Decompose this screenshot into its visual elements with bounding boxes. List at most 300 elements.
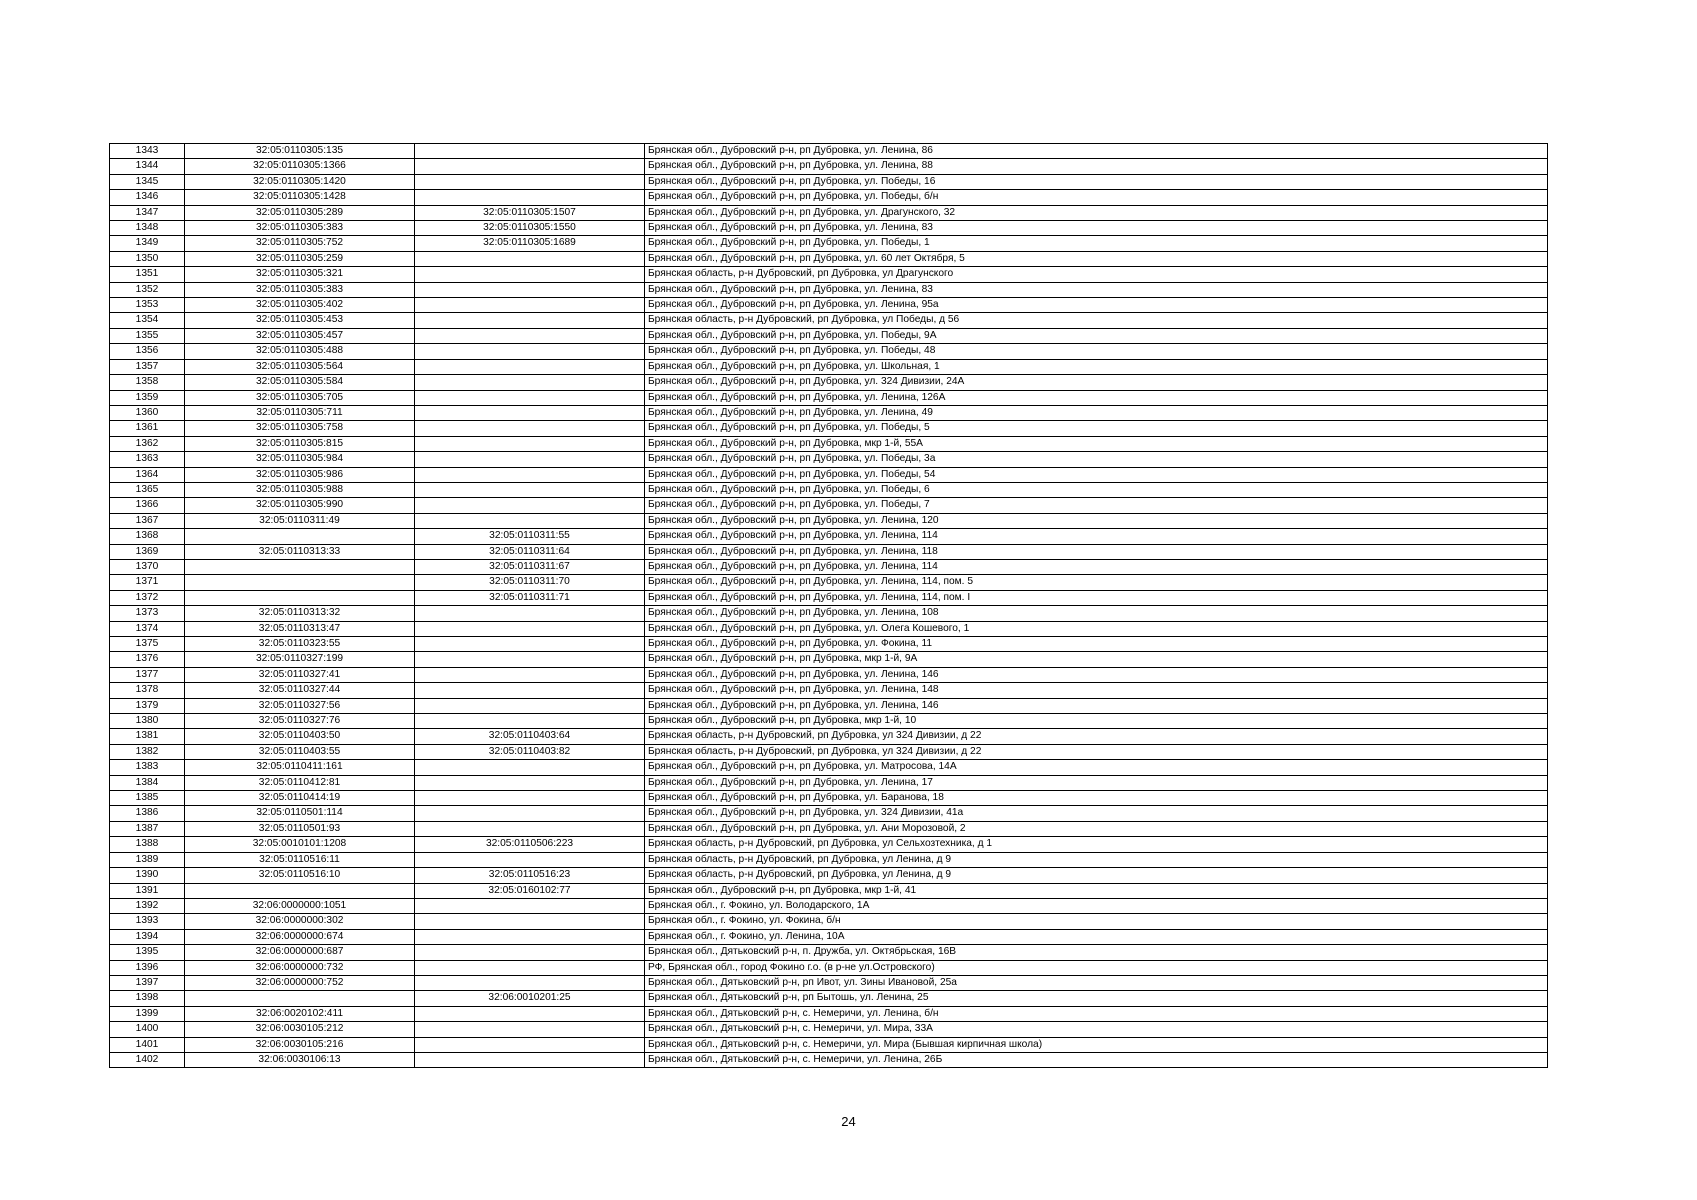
cadastral-number-cell: 32:05:0110305:990 (185, 498, 415, 513)
cadastral-number-cell: 32:05:0110501:114 (185, 806, 415, 821)
cadastral-number-cell: 32:05:0110305:984 (185, 452, 415, 467)
cadastral-number-cell: 32:05:0110305:135 (185, 144, 415, 159)
related-cadastral-number-cell (415, 159, 645, 174)
related-cadastral-number-cell (415, 328, 645, 343)
related-cadastral-number-cell (415, 898, 645, 913)
row-number-cell: 1358 (110, 375, 185, 390)
related-cadastral-number-cell (415, 1022, 645, 1037)
related-cadastral-number-cell (415, 945, 645, 960)
cadastral-number-cell: 32:05:0110305:321 (185, 267, 415, 282)
row-number-cell: 1346 (110, 190, 185, 205)
table-row (110, 1037, 1548, 1052)
address-cell: Брянская обл., Дубровский р-н, рп Дубровка, ул. Ленина, 114, пом. 5 (645, 575, 1548, 590)
row-number-cell: 1387 (110, 821, 185, 836)
row-number-cell: 1355 (110, 328, 185, 343)
cadastral-number-cell (185, 991, 415, 1006)
cadastral-number-cell: 32:05:0110305:1428 (185, 190, 415, 205)
related-cadastral-number-cell: 32:05:0110311:71 (415, 590, 645, 605)
address-cell: Брянская обл., Дубровский р-н, рп Дубровка, ул. Ленина, 146 (645, 667, 1548, 682)
address-cell: Брянская обл., Дубровский р-н, рп Дубровка, ул. Ленина, 17 (645, 775, 1548, 790)
row-number-cell: 1382 (110, 744, 185, 759)
address-cell: Брянская обл., Дубровский р-н, рп Дубровка, ул. Ленина, 146 (645, 698, 1548, 713)
table-row (110, 282, 1548, 297)
row-number-cell: 1377 (110, 667, 185, 682)
related-cadastral-number-cell (415, 359, 645, 374)
related-cadastral-number-cell: 32:05:0110305:1550 (415, 221, 645, 236)
cadastral-number-cell (185, 559, 415, 574)
address-cell: Брянская обл., Дубровский р-н, рп Дубровка, ул. Победы, 54 (645, 467, 1548, 482)
cadastral-number-cell: 32:05:0110327:41 (185, 667, 415, 682)
cadastral-number-cell: 32:05:0110414:19 (185, 791, 415, 806)
table-row (110, 251, 1548, 266)
address-cell: Брянская обл., Дубровский р-н, рп Дубровка, ул. Ленина, 114 (645, 529, 1548, 544)
related-cadastral-number-cell (415, 390, 645, 405)
row-number-cell: 1370 (110, 559, 185, 574)
address-cell: Брянская область, р-н Дубровский, рп Дубровка, ул 324 Дивизии, д 22 (645, 744, 1548, 759)
cadastral-number-cell: 32:05:0110313:47 (185, 621, 415, 636)
cadastral-number-cell (185, 590, 415, 605)
address-cell: Брянская обл., Дубровский р-н, рп Дубровка, мкр 1-й, 41 (645, 883, 1548, 898)
table-row (110, 421, 1548, 436)
address-cell: Брянская обл., Дубровский р-н, рп Дубровка, ул. Ленина, 49 (645, 405, 1548, 420)
table-row (110, 559, 1548, 574)
related-cadastral-number-cell (415, 452, 645, 467)
address-cell: Брянская обл., Дубровский р-н, рп Дубровка, ул. 324 Дивизии, 41а (645, 806, 1548, 821)
cadastral-number-cell: 32:05:0110311:49 (185, 513, 415, 528)
row-number-cell: 1396 (110, 960, 185, 975)
row-number-cell: 1388 (110, 837, 185, 852)
table-row (110, 144, 1548, 159)
address-cell: Брянская обл., Дубровский р-н, рп Дубровка, ул. Победы, 3а (645, 452, 1548, 467)
row-number-cell: 1373 (110, 606, 185, 621)
row-number-cell: 1389 (110, 852, 185, 867)
table-row (110, 344, 1548, 359)
related-cadastral-number-cell: 32:05:0110506:223 (415, 837, 645, 852)
row-number-cell: 1349 (110, 236, 185, 251)
cadastral-number-cell: 32:05:0110327:76 (185, 714, 415, 729)
table-row (110, 498, 1548, 513)
table-row (110, 945, 1548, 960)
related-cadastral-number-cell (415, 698, 645, 713)
table-row (110, 1022, 1548, 1037)
related-cadastral-number-cell (415, 1052, 645, 1067)
related-cadastral-number-cell (415, 683, 645, 698)
address-cell: Брянская область, р-н Дубровский, рп Дубровка, ул Ленина, д 9 (645, 868, 1548, 883)
cadastral-number-cell: 32:05:0110305:815 (185, 436, 415, 451)
related-cadastral-number-cell (415, 791, 645, 806)
related-cadastral-number-cell (415, 1006, 645, 1021)
row-number-cell: 1401 (110, 1037, 185, 1052)
related-cadastral-number-cell (415, 513, 645, 528)
table-row (110, 883, 1548, 898)
cadastral-number-cell: 32:05:0110313:32 (185, 606, 415, 621)
address-cell: Брянская обл., Дубровский р-н, рп Дубровка, мкр 1-й, 55А (645, 436, 1548, 451)
table-row (110, 575, 1548, 590)
table-row (110, 375, 1548, 390)
table-row (110, 683, 1548, 698)
address-cell: Брянская обл., Дубровский р-н, рп Дубровка, ул. Фокина, 11 (645, 637, 1548, 652)
row-number-cell: 1360 (110, 405, 185, 420)
cadastral-number-cell: 32:05:0110305:988 (185, 482, 415, 497)
row-number-cell: 1381 (110, 729, 185, 744)
address-cell: Брянская область, р-н Дубровский, рп Дубровка, ул Ленина, д 9 (645, 852, 1548, 867)
row-number-cell: 1384 (110, 775, 185, 790)
row-number-cell: 1390 (110, 868, 185, 883)
related-cadastral-number-cell (415, 852, 645, 867)
related-cadastral-number-cell (415, 190, 645, 205)
row-number-cell: 1383 (110, 760, 185, 775)
address-cell: Брянская обл., Дятьковский р-н, с. Немеричи, ул. Мира (Бывшая кирпичная школа) (645, 1037, 1548, 1052)
row-number-cell: 1397 (110, 975, 185, 990)
table-row (110, 544, 1548, 559)
table-row (110, 775, 1548, 790)
row-number-cell: 1391 (110, 883, 185, 898)
row-number-cell: 1398 (110, 991, 185, 1006)
cadastral-number-cell: 32:05:0110403:55 (185, 744, 415, 759)
table-row (110, 1006, 1548, 1021)
cadastral-number-cell: 32:05:0110305:758 (185, 421, 415, 436)
address-cell: Брянская обл., Дубровский р-н, рп Дубровка, ул. Победы, 1 (645, 236, 1548, 251)
cadastral-number-cell (185, 575, 415, 590)
row-number-cell: 1361 (110, 421, 185, 436)
row-number-cell: 1344 (110, 159, 185, 174)
cadastral-number-cell: 32:05:0110411:161 (185, 760, 415, 775)
cadastral-number-cell: 32:05:0110323:55 (185, 637, 415, 652)
related-cadastral-number-cell (415, 1037, 645, 1052)
address-cell: Брянская обл., Дубровский р-н, рп Дубровка, ул. Ленина, 95а (645, 298, 1548, 313)
cadastral-number-cell: 32:06:0030105:216 (185, 1037, 415, 1052)
row-number-cell: 1359 (110, 390, 185, 405)
cadastral-number-cell: 32:05:0110305:289 (185, 205, 415, 220)
row-number-cell: 1400 (110, 1022, 185, 1037)
table-row (110, 313, 1548, 328)
cadastral-number-cell (185, 883, 415, 898)
address-cell: Брянская обл., Дятьковский р-н, рп Бытошь, ул. Ленина, 25 (645, 991, 1548, 1006)
table-row (110, 667, 1548, 682)
address-cell: Брянская обл., г. Фокино, ул. Фокина, б/н (645, 914, 1548, 929)
cadastral-number-cell: 32:06:0020102:411 (185, 1006, 415, 1021)
cadastral-number-cell: 32:05:0110327:44 (185, 683, 415, 698)
row-number-cell: 1351 (110, 267, 185, 282)
table-row (110, 1052, 1548, 1067)
row-number-cell: 1362 (110, 436, 185, 451)
table-row (110, 791, 1548, 806)
cadastral-number-cell: 32:05:0110305:383 (185, 221, 415, 236)
address-cell: Брянская обл., Дятьковский р-н, рп Ивот, ул. Зины Ивановой, 25а (645, 975, 1548, 990)
cadastral-number-cell: 32:05:0110305:1366 (185, 159, 415, 174)
related-cadastral-number-cell (415, 621, 645, 636)
related-cadastral-number-cell (415, 436, 645, 451)
related-cadastral-number-cell: 32:05:0110311:67 (415, 559, 645, 574)
cadastral-number-cell (185, 529, 415, 544)
cadastral-number-cell: 32:05:0110305:488 (185, 344, 415, 359)
row-number-cell: 1350 (110, 251, 185, 266)
table-row (110, 359, 1548, 374)
table-row (110, 621, 1548, 636)
cadastral-number-cell: 32:06:0030106:13 (185, 1052, 415, 1067)
cadastral-number-cell: 32:05:0110305:705 (185, 390, 415, 405)
row-number-cell: 1378 (110, 683, 185, 698)
related-cadastral-number-cell (415, 405, 645, 420)
address-cell: Брянская обл., Дубровский р-н, рп Дубровка, ул. Ленина, 88 (645, 159, 1548, 174)
row-number-cell: 1343 (110, 144, 185, 159)
table-row (110, 729, 1548, 744)
row-number-cell: 1395 (110, 945, 185, 960)
row-number-cell: 1371 (110, 575, 185, 590)
cadastral-number-cell: 32:05:0110305:402 (185, 298, 415, 313)
table-row (110, 513, 1548, 528)
address-cell: Брянская обл., г. Фокино, ул. Володарского, 1А (645, 898, 1548, 913)
cadastral-number-cell: 32:05:0110516:11 (185, 852, 415, 867)
address-cell: Брянская область, р-н Дубровский, рп Дубровка, ул Драгунского (645, 267, 1548, 282)
cadastral-number-cell: 32:05:0110305:752 (185, 236, 415, 251)
related-cadastral-number-cell (415, 267, 645, 282)
cadastral-number-cell: 32:05:0110516:10 (185, 868, 415, 883)
address-cell: Брянская обл., г. Фокино, ул. Ленина, 10А (645, 929, 1548, 944)
table-row (110, 929, 1548, 944)
related-cadastral-number-cell (415, 482, 645, 497)
table-row (110, 714, 1548, 729)
address-cell: Брянская обл., Дубровский р-н, рп Дубровка, ул. Ленина, 120 (645, 513, 1548, 528)
row-number-cell: 1386 (110, 806, 185, 821)
address-cell: Брянская обл., Дубровский р-н, рп Дубровка, ул. Победы, 16 (645, 174, 1548, 189)
row-number-cell: 1376 (110, 652, 185, 667)
cadastral-number-cell: 32:05:0110305:457 (185, 328, 415, 343)
related-cadastral-number-cell (415, 606, 645, 621)
table-row (110, 236, 1548, 251)
table-body (110, 144, 1548, 1068)
related-cadastral-number-cell (415, 344, 645, 359)
row-number-cell: 1392 (110, 898, 185, 913)
related-cadastral-number-cell (415, 960, 645, 975)
address-cell: Брянская обл., Дятьковский р-н, п. Дружба, ул. Октябрьская, 16В (645, 945, 1548, 960)
address-cell: Брянская обл., Дубровский р-н, рп Дубровка, ул. Ленина, 118 (645, 544, 1548, 559)
address-cell: РФ, Брянская обл., город Фокино г.о. (в р-не ул.Островского) (645, 960, 1548, 975)
related-cadastral-number-cell: 32:05:0110311:70 (415, 575, 645, 590)
row-number-cell: 1380 (110, 714, 185, 729)
cadastral-number-cell: 32:06:0030105:212 (185, 1022, 415, 1037)
cadastral-number-cell: 32:05:0110313:33 (185, 544, 415, 559)
related-cadastral-number-cell: 32:05:0110305:1689 (415, 236, 645, 251)
table-row (110, 390, 1548, 405)
table-row (110, 868, 1548, 883)
related-cadastral-number-cell: 32:05:0110305:1507 (415, 205, 645, 220)
cadastral-number-cell: 32:05:0110305:259 (185, 251, 415, 266)
address-cell: Брянская обл., Дятьковский р-н, с. Немеричи, ул. Ленина, б/н (645, 1006, 1548, 1021)
row-number-cell: 1368 (110, 529, 185, 544)
table-row (110, 975, 1548, 990)
related-cadastral-number-cell (415, 467, 645, 482)
row-number-cell: 1356 (110, 344, 185, 359)
row-number-cell: 1363 (110, 452, 185, 467)
cadastral-number-cell: 32:05:0110327:56 (185, 698, 415, 713)
cadastral-number-cell: 32:06:0000000:752 (185, 975, 415, 990)
cadastral-number-cell: 32:05:0110305:453 (185, 313, 415, 328)
table-row (110, 606, 1548, 621)
page-number: 24 (841, 1114, 856, 1129)
related-cadastral-number-cell (415, 667, 645, 682)
table-row (110, 174, 1548, 189)
row-number-cell: 1367 (110, 513, 185, 528)
cadastral-number-cell: 32:06:0000000:1051 (185, 898, 415, 913)
address-cell: Брянская обл., Дубровский р-н, рп Дубровка, мкр 1-й, 10 (645, 714, 1548, 729)
table-row (110, 405, 1548, 420)
address-cell: Брянская обл., Дубровский р-н, рп Дубровка, ул. Победы, б/н (645, 190, 1548, 205)
cadastral-number-cell: 32:05:0010101:1208 (185, 837, 415, 852)
related-cadastral-number-cell (415, 775, 645, 790)
row-number-cell: 1372 (110, 590, 185, 605)
cadastral-number-cell: 32:06:0000000:302 (185, 914, 415, 929)
address-cell: Брянская обл., Дубровский р-н, рп Дубровка, ул. Драгунского, 32 (645, 205, 1548, 220)
table-row (110, 698, 1548, 713)
related-cadastral-number-cell (415, 652, 645, 667)
address-cell: Брянская обл., Дубровский р-н, рп Дубровка, ул. Победы, 5 (645, 421, 1548, 436)
related-cadastral-number-cell (415, 174, 645, 189)
related-cadastral-number-cell: 32:05:0110311:55 (415, 529, 645, 544)
address-cell: Брянская область, р-н Дубровский, рп Дубровка, ул Сельхозтехника, д 1 (645, 837, 1548, 852)
address-cell: Брянская обл., Дубровский р-н, рп Дубровка, ул. 60 лет Октября, 5 (645, 251, 1548, 266)
address-cell: Брянская обл., Дубровский р-н, рп Дубровка, ул. Ленина, 83 (645, 282, 1548, 297)
cadastral-number-cell: 32:05:0110305:564 (185, 359, 415, 374)
related-cadastral-number-cell (415, 144, 645, 159)
table-row (110, 529, 1548, 544)
row-number-cell: 1352 (110, 282, 185, 297)
row-number-cell: 1399 (110, 1006, 185, 1021)
address-cell: Брянская обл., Дубровский р-н, рп Дубровка, ул. Ленина, 114, пом. I (645, 590, 1548, 605)
address-cell: Брянская обл., Дубровский р-н, рп Дубровка, ул. Ленина, 126А (645, 390, 1548, 405)
row-number-cell: 1347 (110, 205, 185, 220)
table-row (110, 637, 1548, 652)
address-cell: Брянская обл., Дубровский р-н, рп Дубровка, ул. Победы, 9А (645, 328, 1548, 343)
row-number-cell: 1364 (110, 467, 185, 482)
cadastral-number-cell: 32:05:0110412:81 (185, 775, 415, 790)
address-cell: Брянская обл., Дубровский р-н, рп Дубровка, мкр 1-й, 9А (645, 652, 1548, 667)
table-row (110, 205, 1548, 220)
cadastral-number-cell: 32:05:0110305:1420 (185, 174, 415, 189)
row-number-cell: 1353 (110, 298, 185, 313)
table-row (110, 837, 1548, 852)
row-number-cell: 1402 (110, 1052, 185, 1067)
row-number-cell: 1345 (110, 174, 185, 189)
table-row (110, 852, 1548, 867)
table-row (110, 960, 1548, 975)
cadastral-number-cell: 32:05:0110327:199 (185, 652, 415, 667)
related-cadastral-number-cell (415, 375, 645, 390)
table-row (110, 221, 1548, 236)
property-table (109, 143, 1548, 1068)
related-cadastral-number-cell: 32:05:0110311:64 (415, 544, 645, 559)
related-cadastral-number-cell (415, 714, 645, 729)
related-cadastral-number-cell: 32:05:0160102:77 (415, 883, 645, 898)
related-cadastral-number-cell (415, 251, 645, 266)
cadastral-number-cell: 32:05:0110305:584 (185, 375, 415, 390)
cadastral-number-cell: 32:06:0000000:732 (185, 960, 415, 975)
related-cadastral-number-cell (415, 929, 645, 944)
table-row (110, 914, 1548, 929)
table-row (110, 298, 1548, 313)
cadastral-number-cell: 32:06:0000000:687 (185, 945, 415, 960)
table-row (110, 467, 1548, 482)
row-number-cell: 1348 (110, 221, 185, 236)
address-cell: Брянская обл., Дубровский р-н, рп Дубровка, ул. 324 Дивизии, 24А (645, 375, 1548, 390)
address-cell: Брянская обл., Дятьковский р-н, с. Немеричи, ул. Мира, 33А (645, 1022, 1548, 1037)
row-number-cell: 1393 (110, 914, 185, 929)
address-cell: Брянская область, р-н Дубровский, рп Дубровка, ул 324 Дивизии, д 22 (645, 729, 1548, 744)
row-number-cell: 1374 (110, 621, 185, 636)
address-cell: Брянская обл., Дубровский р-н, рп Дубровка, ул. Победы, 7 (645, 498, 1548, 513)
related-cadastral-number-cell (415, 421, 645, 436)
table-row (110, 159, 1548, 174)
cadastral-number-cell: 32:06:0000000:674 (185, 929, 415, 944)
table-row (110, 744, 1548, 759)
address-cell: Брянская обл., Дубровский р-н, рп Дубровка, ул. Победы, 6 (645, 482, 1548, 497)
row-number-cell: 1385 (110, 791, 185, 806)
table-row (110, 991, 1548, 1006)
row-number-cell: 1357 (110, 359, 185, 374)
related-cadastral-number-cell: 32:05:0110516:23 (415, 868, 645, 883)
table-row (110, 760, 1548, 775)
table-row (110, 452, 1548, 467)
table-row (110, 190, 1548, 205)
row-number-cell: 1379 (110, 698, 185, 713)
row-number-cell: 1365 (110, 482, 185, 497)
row-number-cell: 1394 (110, 929, 185, 944)
address-cell: Брянская обл., Дубровский р-н, рп Дубровка, ул. Баранова, 18 (645, 791, 1548, 806)
related-cadastral-number-cell: 32:05:0110403:82 (415, 744, 645, 759)
row-number-cell: 1375 (110, 637, 185, 652)
cadastral-number-cell: 32:05:0110403:50 (185, 729, 415, 744)
table-row (110, 652, 1548, 667)
address-cell: Брянская обл., Дубровский р-н, рп Дубровка, ул. Школьная, 1 (645, 359, 1548, 374)
row-number-cell: 1369 (110, 544, 185, 559)
related-cadastral-number-cell (415, 821, 645, 836)
related-cadastral-number-cell (415, 760, 645, 775)
address-cell: Брянская обл., Дубровский р-н, рп Дубровка, ул. Ленина, 86 (645, 144, 1548, 159)
address-cell: Брянская обл., Дубровский р-н, рп Дубровка, ул. Ани Морозовой, 2 (645, 821, 1548, 836)
row-number-cell: 1366 (110, 498, 185, 513)
related-cadastral-number-cell (415, 313, 645, 328)
related-cadastral-number-cell (415, 637, 645, 652)
cadastral-number-cell: 32:05:0110305:711 (185, 405, 415, 420)
related-cadastral-number-cell (415, 298, 645, 313)
address-cell: Брянская обл., Дубровский р-н, рп Дубровка, ул. Олега Кошевого, 1 (645, 621, 1548, 636)
cadastral-number-cell: 32:05:0110501:93 (185, 821, 415, 836)
table-row (110, 436, 1548, 451)
table-row (110, 482, 1548, 497)
address-cell: Брянская обл., Дубровский р-н, рп Дубровка, ул. Матросова, 14А (645, 760, 1548, 775)
table-row (110, 898, 1548, 913)
table-row (110, 806, 1548, 821)
related-cadastral-number-cell (415, 806, 645, 821)
address-cell: Брянская обл., Дубровский р-н, рп Дубровка, ул. Ленина, 108 (645, 606, 1548, 621)
table-row (110, 328, 1548, 343)
cadastral-number-cell: 32:05:0110305:986 (185, 467, 415, 482)
address-cell: Брянская обл., Дубровский р-н, рп Дубровка, ул. Ленина, 114 (645, 559, 1548, 574)
address-cell: Брянская обл., Дубровский р-н, рп Дубровка, ул. Ленина, 83 (645, 221, 1548, 236)
related-cadastral-number-cell (415, 282, 645, 297)
related-cadastral-number-cell (415, 914, 645, 929)
cadastral-number-cell: 32:05:0110305:383 (185, 282, 415, 297)
address-cell: Брянская обл., Дубровский р-н, рп Дубровка, ул. Ленина, 148 (645, 683, 1548, 698)
table-row (110, 821, 1548, 836)
address-cell: Брянская обл., Дубровский р-н, рп Дубровка, ул. Победы, 48 (645, 344, 1548, 359)
related-cadastral-number-cell (415, 975, 645, 990)
related-cadastral-number-cell (415, 498, 645, 513)
row-number-cell: 1354 (110, 313, 185, 328)
address-cell: Брянская область, р-н Дубровский, рп Дубровка, ул Победы, д 56 (645, 313, 1548, 328)
address-cell: Брянская обл., Дятьковский р-н, с. Немеричи, ул. Ленина, 26Б (645, 1052, 1548, 1067)
table-row (110, 267, 1548, 282)
